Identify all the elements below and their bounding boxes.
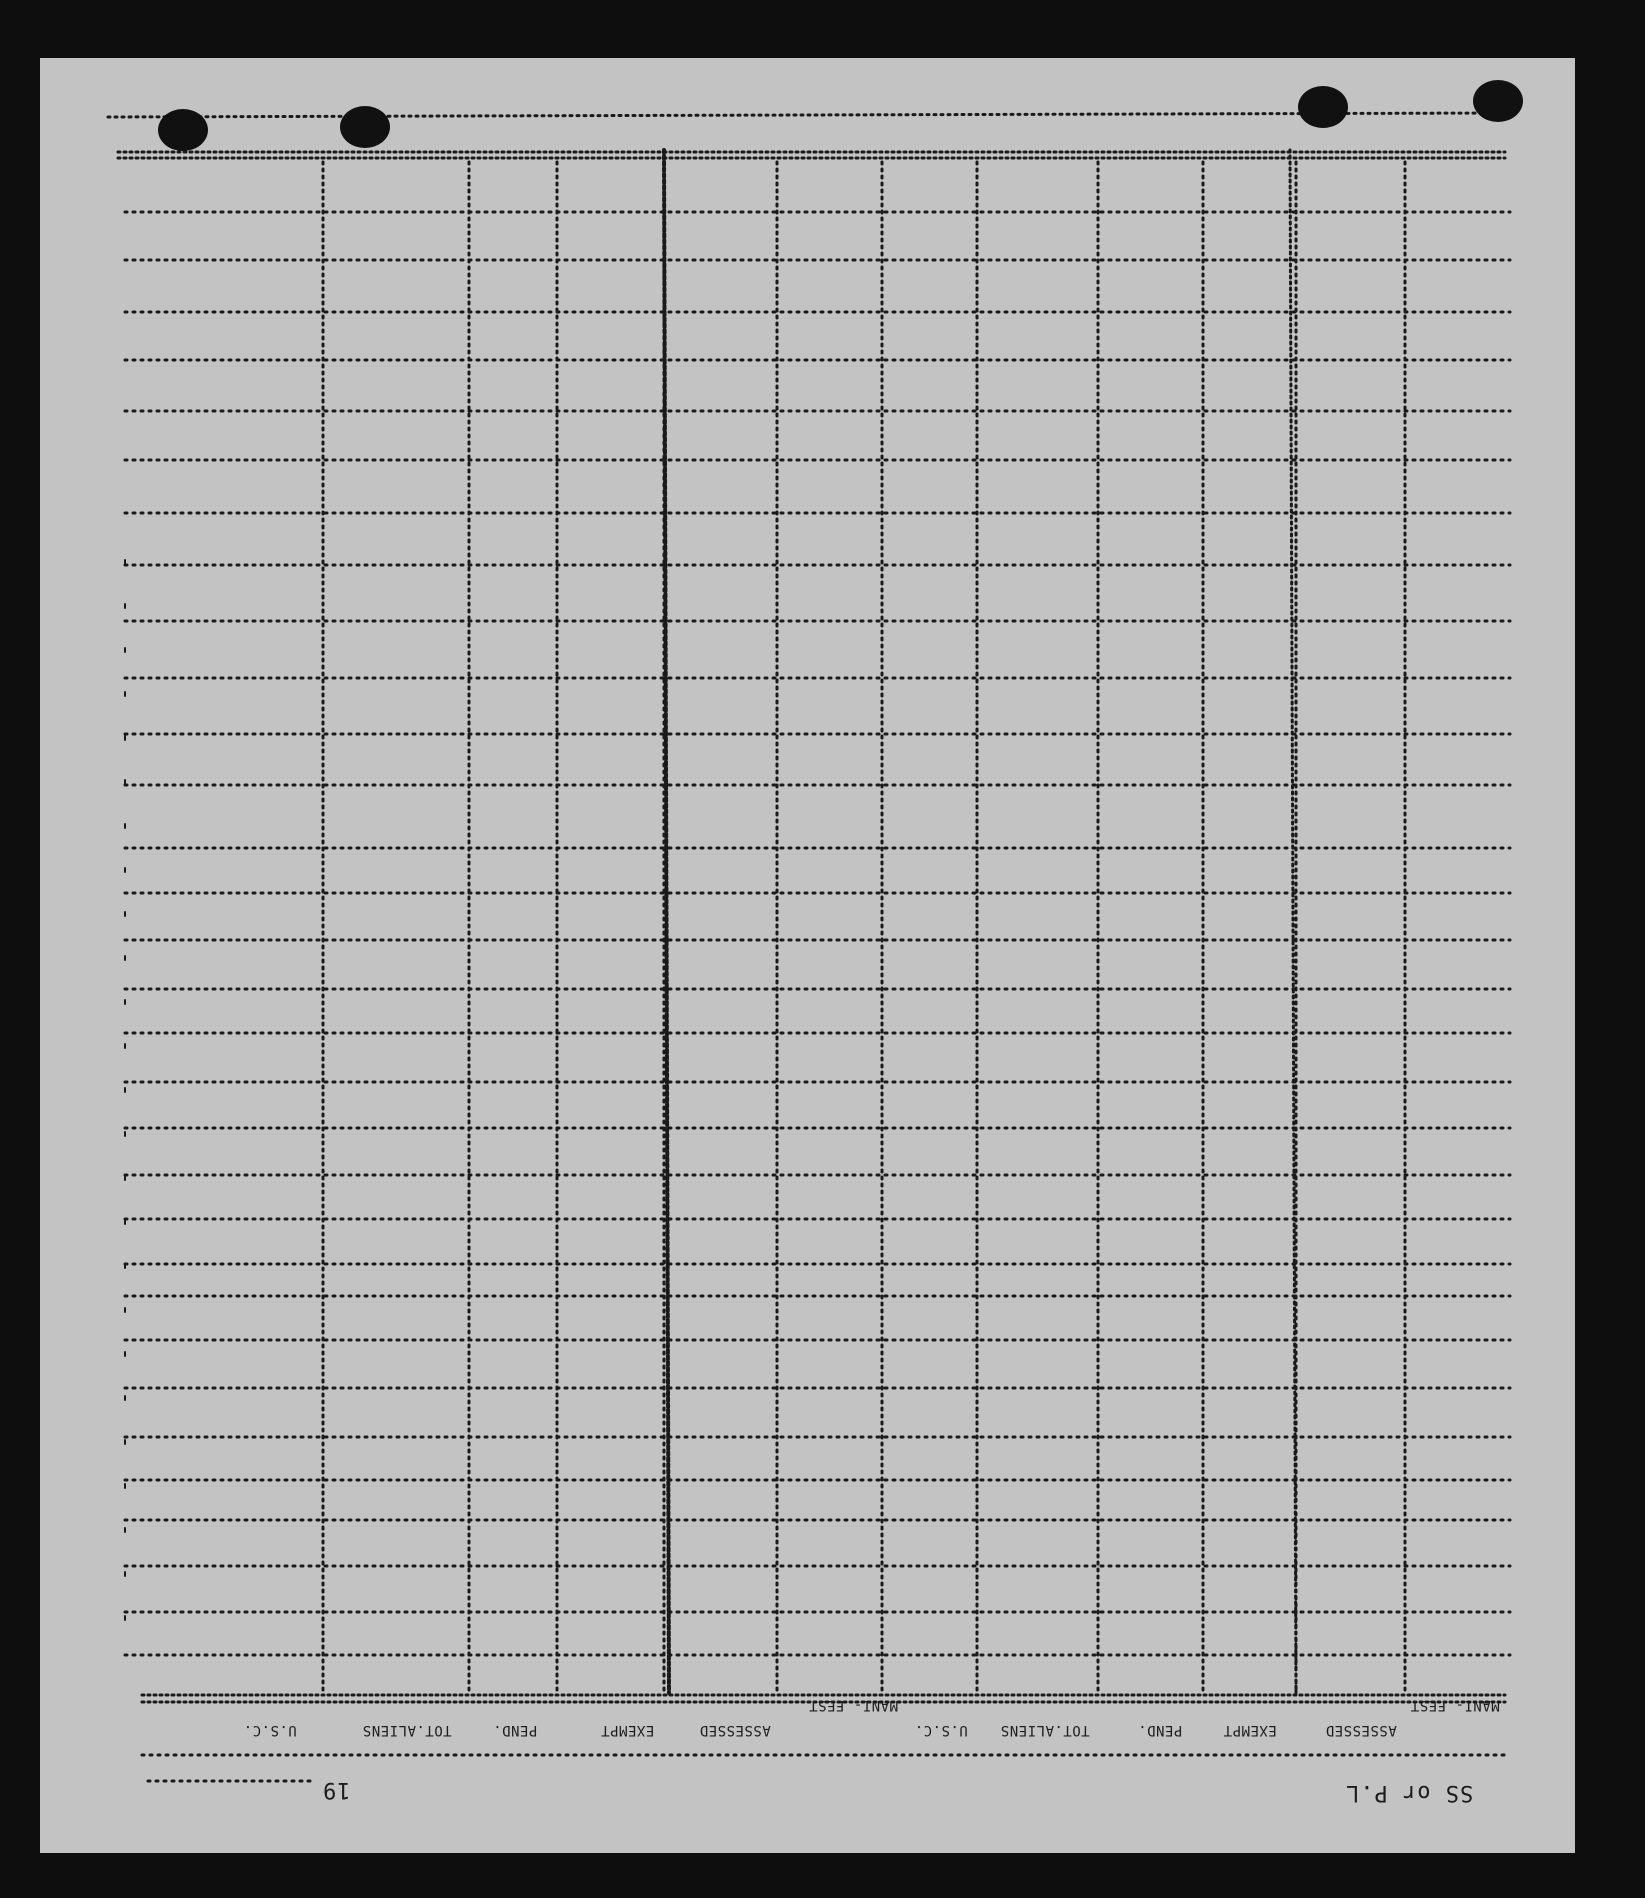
header-tot-aliens-2: TOT.ALIENS (362, 1722, 452, 1738)
header-tot-aliens: TOT.ALIENS (1000, 1722, 1090, 1738)
page-number: 19 (322, 1777, 351, 1802)
ss-label: SS or P.L (1345, 1780, 1474, 1805)
punch-hole (158, 109, 208, 151)
header-assessed: ASSESSED (1325, 1722, 1397, 1738)
top-dotted-line (108, 113, 1500, 117)
punch-hole (340, 106, 390, 148)
header-exempt-2: EXEMPT (600, 1722, 655, 1738)
header-assessed-2: ASSESSED (699, 1722, 771, 1738)
grid-divider-thick (664, 150, 669, 1693)
punch-hole (1298, 86, 1348, 128)
header-pend-2: PEND. (492, 1722, 538, 1738)
header-pend: PEND. (1137, 1722, 1183, 1738)
punch-hole (1473, 80, 1523, 122)
header-manifest-2: MANI- FEST (808, 1697, 898, 1713)
header-manifest: MANI- FEST (1410, 1697, 1500, 1713)
header-exempt: EXEMPT (1223, 1722, 1277, 1738)
header-usc-2: U.S.C. (243, 1722, 297, 1738)
header-usc: U.S.C. (914, 1722, 968, 1738)
